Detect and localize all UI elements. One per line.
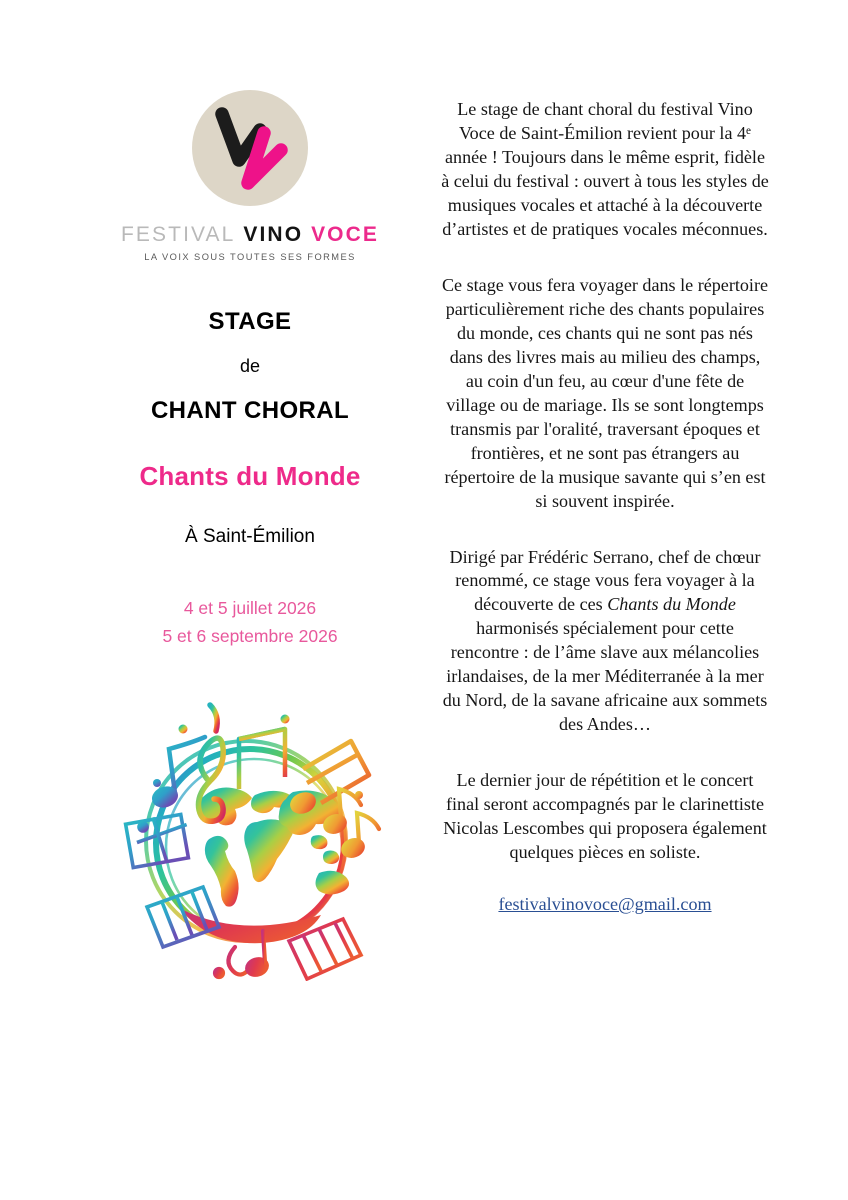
paragraph-intro-part-a: Le stage de chant choral du festival Vino Voce de Saint-Émilion revient pour la 4 — [457, 99, 753, 143]
ordinal-superscript: e — [746, 124, 752, 137]
paragraph-intro-part-b: année ! Toujours dans le même esprit, fidèle à celui du festival : ouvert à tous les styles de musiques vocales et attaché à la découverte d’artistes et de pratiques vocales méconnues. — [441, 146, 769, 239]
paragraph-repertoire: Ce stage vous fera voyager dans le répertoire particulièrement riche des chants populaires du monde, ces chants qui ne sont pas nés dans des livres mais au milieu des champs, au coin d'un feu, au cœur d'une fête de village ou de mariage. Ils se sont longtemps transmis par l'oralité, traversant époques et frontières, et ne sont pas étrangers au répertoire de la musique savante qui s’en est si souvent inspirée. — [441, 274, 769, 511]
music-globe-illustration — [60, 691, 440, 981]
heading-stage: STAGE — [208, 308, 292, 335]
logo-tagline: LA VOIX SOUS TOUTES SES FORMES — [144, 252, 356, 262]
paragraph-direction-italic-title: Chants du Monde — [607, 594, 736, 615]
date-line-1: 4 et 5 juillet 2026 — [183, 598, 317, 618]
left-column — [60, 86, 440, 981]
paragraph-concert: Le dernier jour de répétition et le concert final seront accompagnés par le clarinettiste Nicolas Lescombes qui proposera également quelques pièces en soliste. — [443, 770, 767, 863]
vino-voce-logo-icon — [186, 86, 314, 214]
heading-location: À Saint-Émilion — [185, 526, 315, 547]
paragraph-direction-part-a: Dirigé par Frédéric Serrano, chef de chœur renommé, ce stage vous fera voyager à la découverte de ces — [449, 546, 761, 615]
logo-word-voce: VOCE — [311, 223, 379, 246]
dates-block — [60, 594, 440, 651]
festival-logo — [60, 86, 440, 262]
logo-word-vino: VINO — [243, 223, 304, 246]
right-column — [440, 98, 770, 917]
heading-chant-choral: CHANT CHORAL — [150, 397, 350, 424]
paragraph-direction-part-b: harmonisés spécialement pour cette rencontre : de l’âme slave aux mélancolies irlandaises, de la mer Méditerranée à la mer du Nord, de la savane africaine aux sommets des Andes… — [442, 618, 768, 735]
heading-de: de — [239, 356, 261, 376]
logo-word-festival: FESTIVAL — [121, 223, 236, 246]
date-line-2: 5 et 6 septembre 2026 — [162, 626, 338, 647]
contact-block — [440, 893, 770, 917]
heading-theme-chants-du-monde: Chants du Monde — [139, 461, 361, 491]
logo-wordmark — [121, 224, 379, 245]
paragraph-direction — [440, 546, 770, 738]
paragraph-intro — [440, 98, 770, 242]
email-link[interactable]: festivalvinovoce@gmail.com — [498, 894, 712, 915]
